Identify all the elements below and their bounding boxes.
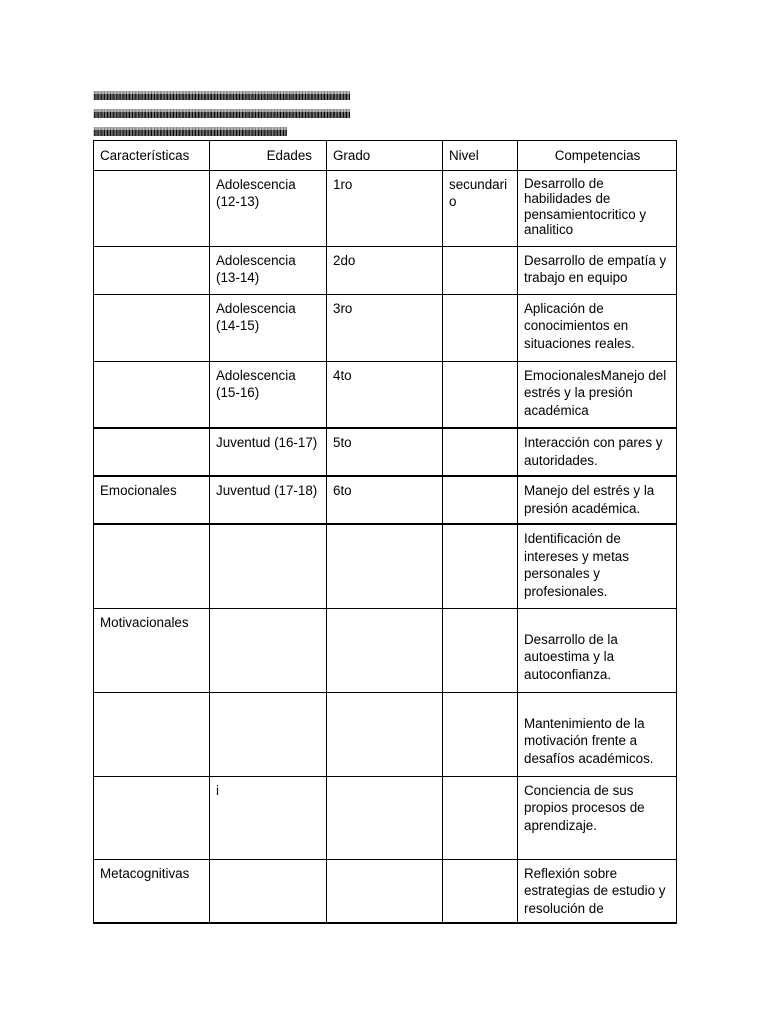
cell-edades: Adolescencia (14-15) xyxy=(210,294,327,361)
cell-caracteristicas xyxy=(94,524,210,608)
cell-grado xyxy=(327,692,443,776)
cell-competencias: Aplicación de conocimientos en situaciones reales. xyxy=(518,294,677,361)
cell-caracteristicas xyxy=(94,428,210,476)
cell-competencias: Identificación de intereses y metas personales y profesionales. xyxy=(518,524,677,608)
cell-caracteristicas xyxy=(94,294,210,361)
cell-nivel xyxy=(443,361,518,428)
table-row xyxy=(94,692,677,776)
cell-grado: 1ro xyxy=(327,170,443,246)
header-competencias: Competencias xyxy=(518,141,677,171)
cell-grado xyxy=(327,859,443,923)
cell-grado: 5to xyxy=(327,428,443,476)
cell-competencias: Desarrollo de habilidades de pensamientocritico y analitico xyxy=(518,170,677,246)
cell-competencias: Desarrollo de empatía y trabajo en equipo xyxy=(518,246,677,294)
cell-caracteristicas xyxy=(94,692,210,776)
table-row xyxy=(94,859,677,923)
noise-line-1: iiiiiiiiiiiiiiiiiiiiiiiiiiiiiiiiiiiiiiiiiiiiiiiiiiiiiiiiiiiiiiiiiiiiiiiiiiiiiiiiiiiiiiiiiiiiiiiiiiiiiiiiiiiiiiiiiiiiiiiiiiiiiiiiiiiiiiiiiiiiiiiiiiiiiiiiiiiiiiiiiiiiiiiiiiiiiii xyxy=(93,89,350,103)
cell-caracteristicas xyxy=(94,361,210,428)
header-grado: Grado xyxy=(327,141,443,171)
header-caracteristicas: Características xyxy=(94,141,210,171)
cell-nivel xyxy=(443,692,518,776)
header-nivel: Nivel xyxy=(443,141,518,171)
table-row xyxy=(94,361,677,428)
cell-grado xyxy=(327,524,443,608)
table-row xyxy=(94,294,677,361)
cell-nivel xyxy=(443,608,518,692)
cell-competencias: Conciencia de sus propios procesos de aprendizaje. xyxy=(518,776,677,859)
cell-nivel xyxy=(443,524,518,608)
cell-nivel xyxy=(443,476,518,524)
cell-edades: Adolescencia (12-13) xyxy=(210,170,327,246)
cell-nivel: secundari o xyxy=(443,170,518,246)
table-row xyxy=(94,524,677,608)
cell-caracteristicas: Motivacionales xyxy=(94,608,210,692)
table-row xyxy=(94,428,677,476)
cell-nivel xyxy=(443,428,518,476)
cell-grado: 3ro xyxy=(327,294,443,361)
cell-edades xyxy=(210,608,327,692)
cell-nivel xyxy=(443,294,518,361)
cell-nivel xyxy=(443,246,518,294)
cell-edades: i xyxy=(210,776,327,859)
cell-edades xyxy=(210,859,327,923)
cell-grado xyxy=(327,608,443,692)
cell-edades xyxy=(210,524,327,608)
noise-line-3: iiiiiiiiiiiiiiiiiiiiiiiiiiiiiiiiiiiiiiiiiiiiiiiiiiiiiiiiiiiiiiiiiiiiiiiiiiiiiiiiiiiiiiiiiiiiiiiiiiiiiiiiiiiiiiiiiiiiiiiiiiiiiiiiiiii xyxy=(93,125,287,139)
competencias-table xyxy=(93,140,677,924)
cell-grado: 6to xyxy=(327,476,443,524)
table-header-row xyxy=(94,141,677,171)
cell-edades xyxy=(210,692,327,776)
table-row xyxy=(94,246,677,294)
cell-edades: Adolescencia (13-14) xyxy=(210,246,327,294)
cell-edades: Juventud (17-18) xyxy=(210,476,327,524)
cell-caracteristicas: Emocionales xyxy=(94,476,210,524)
cell-caracteristicas xyxy=(94,776,210,859)
cell-nivel xyxy=(443,859,518,923)
cell-caracteristicas: Metacognitivas xyxy=(94,859,210,923)
cell-edades: Juventud (16-17) xyxy=(210,428,327,476)
cell-competencias: Interacción con pares y autoridades. xyxy=(518,428,677,476)
table-row xyxy=(94,776,677,859)
table-row xyxy=(94,608,677,692)
cell-caracteristicas xyxy=(94,246,210,294)
cell-grado: 2do xyxy=(327,246,443,294)
cell-competencias: Reflexión sobre estrategias de estudio y resolución de xyxy=(518,859,677,923)
cell-competencias: Mantenimiento de la motivación frente a desafíos académicos. xyxy=(518,692,677,776)
cell-caracteristicas xyxy=(94,170,210,246)
cell-grado: 4to xyxy=(327,361,443,428)
cell-competencias: Desarrollo de la autoestima y la autoconfianza. xyxy=(518,608,677,692)
cell-nivel xyxy=(443,776,518,859)
cell-edades: Adolescencia (15-16) xyxy=(210,361,327,428)
cell-competencias: EmocionalesManejo del estrés y la presión académica xyxy=(518,361,677,428)
header-edades: Edades xyxy=(210,141,327,171)
table-row xyxy=(94,476,677,524)
noise-line-2: iiiiiiiiiiiiiiiiiiiiiiiiiiiiiiiiiiiiiiiiiiiiiiiiiiiiiiiiiiiiiiiiiiiiiiiiiiiiiiiiiiiiiiiiiiiiiiiiiiiiiiiiiiiiiiiiiiiiiiiiiiiiiiiiiiiiiiiiiiiiiiiiiiiiiiiiiiiiiiiiiiiiiiiiiiiiiii xyxy=(93,107,350,121)
cell-grado xyxy=(327,776,443,859)
table-row xyxy=(94,170,677,246)
cell-competencias: Manejo del estrés y la presión académica. xyxy=(518,476,677,524)
